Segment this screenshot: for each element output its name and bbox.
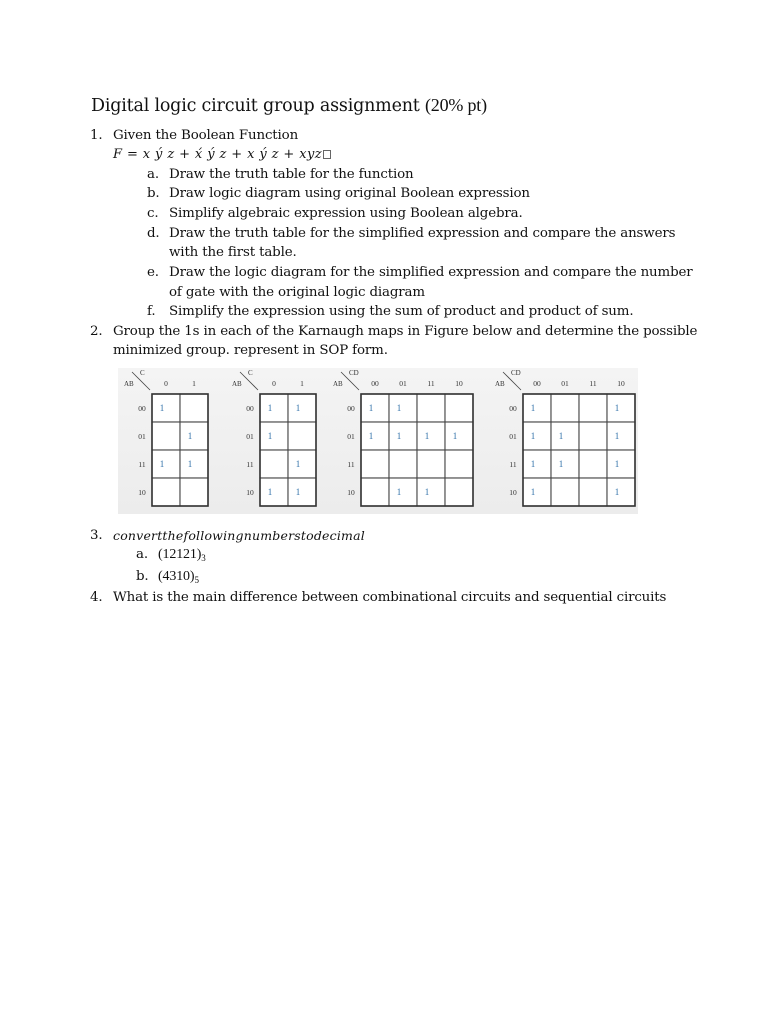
subitem-letter: a. bbox=[147, 167, 159, 182]
kmap-col-label: 01 bbox=[561, 379, 569, 388]
missing-glyph-box bbox=[323, 150, 331, 159]
kmap-row-label: 01 bbox=[347, 432, 355, 441]
question-number: 4. bbox=[90, 590, 103, 605]
kmap-cell bbox=[607, 478, 635, 506]
title-weight: (20% pt) bbox=[425, 95, 487, 115]
kmap-cell bbox=[523, 450, 551, 478]
kmap-cell bbox=[152, 422, 180, 450]
kmap-cell bbox=[361, 478, 389, 506]
kmap-cell-value: 1 bbox=[187, 459, 193, 469]
kmap-cell bbox=[523, 394, 551, 422]
kmap-row-label: 10 bbox=[347, 488, 355, 497]
question-text: minimized group. represent in SOP form. bbox=[113, 343, 388, 358]
kmap-cell-value: 1 bbox=[614, 403, 620, 413]
kmap-column-variable: C bbox=[248, 369, 253, 377]
kmap-cell bbox=[445, 478, 473, 506]
kmap-col-label: 00 bbox=[371, 379, 379, 388]
kmap-row-label: 01 bbox=[509, 432, 517, 441]
kmap-cell bbox=[389, 422, 417, 450]
subitem-text: Simplify algebraic expression using Boolean algebra. bbox=[169, 206, 523, 221]
kmap-cell bbox=[180, 478, 208, 506]
kmap-cell-value: 1 bbox=[267, 403, 273, 413]
question-number: 1. bbox=[90, 128, 103, 143]
kmap-cell bbox=[551, 422, 579, 450]
kmap-cell bbox=[579, 422, 607, 450]
kmap-cell-value: 1 bbox=[267, 431, 273, 441]
karnaugh-maps-figure bbox=[118, 368, 638, 514]
kmap-column-variable: C bbox=[140, 369, 145, 377]
subitem-letter: a. bbox=[136, 547, 148, 562]
subitem-letter: c. bbox=[147, 206, 159, 221]
kmap-cell bbox=[288, 450, 316, 478]
kmap-cell bbox=[361, 394, 389, 422]
kmap-cell bbox=[389, 394, 417, 422]
question-number: 3. bbox=[90, 528, 103, 543]
kmap-col-label: 00 bbox=[533, 379, 541, 388]
kmap-row-variable: AB bbox=[333, 380, 343, 388]
kmap-cell bbox=[551, 478, 579, 506]
question-text: convertthefollowingnumberstodecimal bbox=[113, 528, 365, 543]
kmap-cell bbox=[445, 422, 473, 450]
kmap-cell-value: 1 bbox=[614, 487, 620, 497]
kmap-col-label: 11 bbox=[589, 379, 597, 388]
base-number: $(4310)_5$ bbox=[158, 569, 199, 585]
kmap-cell bbox=[180, 422, 208, 450]
kmap-row-label: 11 bbox=[509, 460, 517, 469]
subitem-text: with the first table. bbox=[169, 245, 297, 260]
question-text: Given the Boolean Function bbox=[113, 128, 299, 143]
kmap-row-label: 10 bbox=[246, 488, 254, 497]
kmap-cell bbox=[417, 422, 445, 450]
kmap-cell bbox=[260, 450, 288, 478]
kmap-cell bbox=[551, 450, 579, 478]
kmap-cell bbox=[260, 422, 288, 450]
subitem-text: Draw logic diagram using original Boolean expression bbox=[169, 186, 530, 201]
kmap-cell-value: 1 bbox=[295, 403, 301, 413]
kmap-cell bbox=[579, 478, 607, 506]
base-number: $(12121)_3$ bbox=[158, 547, 206, 563]
kmap-row-label: 10 bbox=[138, 488, 146, 497]
kmap-cell bbox=[417, 450, 445, 478]
kmap-cell bbox=[180, 450, 208, 478]
kmap-row-label: 01 bbox=[138, 432, 146, 441]
kmap-cell bbox=[152, 450, 180, 478]
kmap-cell bbox=[288, 478, 316, 506]
subitem-text: Draw the logic diagram for the simplified expression and compare the number bbox=[169, 265, 693, 280]
kmap-row-label: 10 bbox=[509, 488, 517, 497]
kmap-cell bbox=[389, 450, 417, 478]
kmap-column-variable: CD bbox=[511, 369, 521, 377]
kmap-cell bbox=[579, 450, 607, 478]
kmap-cell-value: 1 bbox=[159, 459, 165, 469]
kmap-cell bbox=[445, 450, 473, 478]
subitem-letter: d. bbox=[147, 226, 160, 241]
kmap-cell bbox=[361, 422, 389, 450]
kmap-cell-value: 1 bbox=[614, 431, 620, 441]
question-text: What is the main difference between combinational circuits and sequential circuits bbox=[113, 590, 667, 605]
page-title bbox=[91, 95, 487, 116]
kmap-cell bbox=[417, 394, 445, 422]
kmap-col-label: 10 bbox=[455, 379, 463, 388]
kmap-cell bbox=[260, 478, 288, 506]
kmap-cell-value: 1 bbox=[424, 431, 430, 441]
kmap-cell-value: 1 bbox=[530, 459, 536, 469]
formula: F = x ý z + x́ ý z + x ý z + xyz bbox=[113, 147, 331, 162]
kmap-column-variable: CD bbox=[349, 369, 359, 377]
kmap-cell-value: 1 bbox=[159, 403, 165, 413]
kmap-row-label: 11 bbox=[246, 460, 254, 469]
kmap-cell bbox=[288, 394, 316, 422]
kmap-cell bbox=[579, 394, 607, 422]
kmap-cell bbox=[260, 394, 288, 422]
kmap-cell bbox=[288, 422, 316, 450]
kmap-col-label: 0 bbox=[272, 379, 276, 388]
kmap-row-label: 01 bbox=[246, 432, 254, 441]
title-text: Digital logic circuit group assignment bbox=[91, 96, 420, 116]
kmap-row-label: 00 bbox=[138, 404, 146, 413]
question-text: Group the 1s in each of the Karnaugh maps in Figure below and determine the possible bbox=[113, 324, 698, 339]
kmap-row-variable: AB bbox=[124, 380, 134, 388]
subitem-text: Draw the truth table for the simplified expression and compare the answers bbox=[169, 226, 676, 241]
kmap-cell bbox=[445, 394, 473, 422]
kmap-row-variable: AB bbox=[495, 380, 505, 388]
kmap-col-label: 10 bbox=[617, 379, 625, 388]
subitem-letter: e. bbox=[147, 265, 159, 280]
kmap-cell bbox=[152, 478, 180, 506]
subitem-letter: b. bbox=[136, 569, 149, 584]
kmap-cell-value: 1 bbox=[558, 459, 564, 469]
kmap-cell bbox=[389, 478, 417, 506]
subitem-letter: b. bbox=[147, 186, 160, 201]
kmap-cell bbox=[607, 422, 635, 450]
kmap-cell-value: 1 bbox=[614, 459, 620, 469]
kmap-col-label: 0 bbox=[164, 379, 168, 388]
kmap-cell-value: 1 bbox=[530, 403, 536, 413]
kmap-cell bbox=[551, 394, 579, 422]
subitem-text: Simplify the expression using the sum of product and product of sum. bbox=[169, 304, 634, 319]
kmap-cell-value: 1 bbox=[295, 459, 301, 469]
kmap-cell bbox=[607, 394, 635, 422]
kmap-cell-value: 1 bbox=[295, 487, 301, 497]
kmap-cell-value: 1 bbox=[558, 431, 564, 441]
kmap-col-label: 1 bbox=[300, 379, 304, 388]
kmap-cell bbox=[152, 394, 180, 422]
subitem-text: Draw the truth table for the function bbox=[169, 167, 414, 182]
question-number: 2. bbox=[90, 324, 103, 339]
kmap-row-label: 00 bbox=[246, 404, 254, 413]
kmap-cell-value: 1 bbox=[396, 487, 402, 497]
kmap-row-label: 00 bbox=[509, 404, 517, 413]
kmap-cell bbox=[523, 422, 551, 450]
kmap-cell-value: 1 bbox=[368, 403, 374, 413]
kmap-cell-value: 1 bbox=[396, 403, 402, 413]
kmap-row-label: 00 bbox=[347, 404, 355, 413]
kmap-cell-value: 1 bbox=[368, 431, 374, 441]
kmap-row-label: 11 bbox=[138, 460, 146, 469]
kmap-cell bbox=[361, 450, 389, 478]
kmap-cell-value: 1 bbox=[396, 431, 402, 441]
kmap-row-variable: AB bbox=[232, 380, 242, 388]
kmap-cell bbox=[607, 450, 635, 478]
kmap-cell-value: 1 bbox=[530, 431, 536, 441]
subitem-text: of gate with the original logic diagram bbox=[169, 285, 425, 300]
kmap-row-label: 11 bbox=[347, 460, 355, 469]
kmap-col-label: 01 bbox=[399, 379, 407, 388]
kmap-col-label: 1 bbox=[192, 379, 196, 388]
subitem-letter: f. bbox=[147, 304, 156, 319]
kmap-cell-value: 1 bbox=[267, 487, 273, 497]
kmap-col-label: 11 bbox=[427, 379, 435, 388]
kmap-cell bbox=[180, 394, 208, 422]
kmap-cell-value: 1 bbox=[452, 431, 458, 441]
kmap-cell-value: 1 bbox=[424, 487, 430, 497]
kmap-cell bbox=[523, 478, 551, 506]
kmap-cell-value: 1 bbox=[530, 487, 536, 497]
kmap-cell bbox=[417, 478, 445, 506]
kmap-cell-value: 1 bbox=[187, 431, 193, 441]
